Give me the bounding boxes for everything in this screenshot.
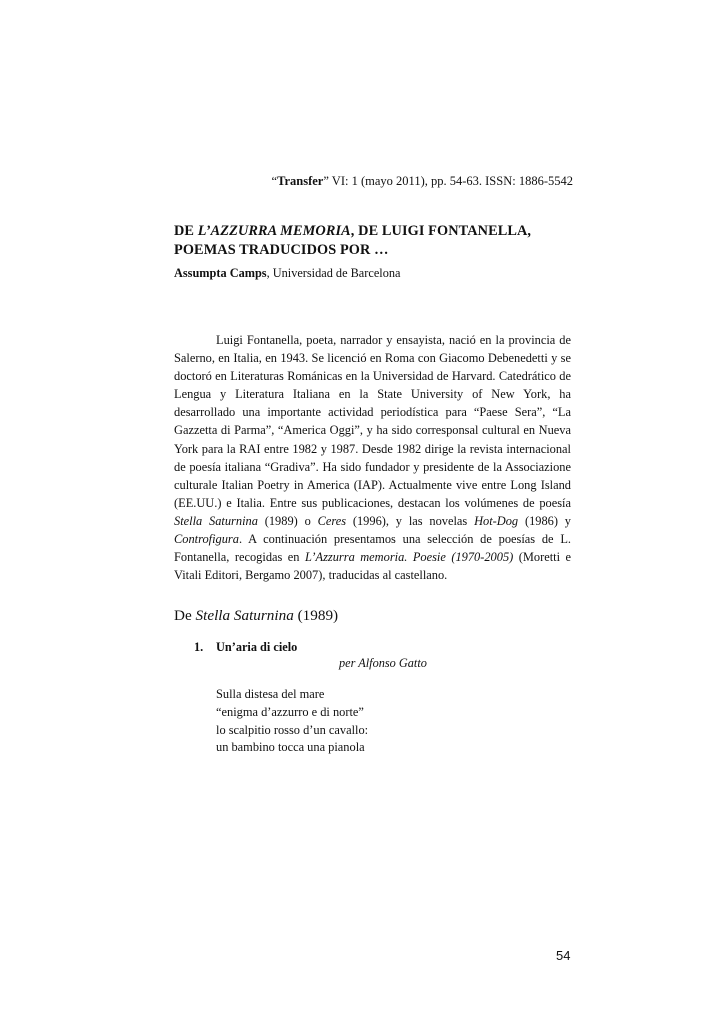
page-number: 54	[556, 948, 571, 963]
article-title: DE L’AZZURRA MEMORIA, DE LUIGI FONTANELLA, POEMAS TRADUCIDOS POR …	[174, 223, 532, 258]
verse-line: lo scalpitio rosso d’un cavallo:	[216, 722, 369, 737]
verse-line: “enigma d’azzurro e di norte”	[216, 704, 364, 719]
journal-citation: “Transfer” VI: 1 (mayo 2011), pp. 54-63. ISSN: 1886-5542	[271, 174, 573, 188]
journal-name: Transfer	[277, 174, 324, 188]
intro-paragraph: Luigi Fontanella, poeta, narrador y ensayista, nació en la provincia de Salerno, en Italia, en 1943. Se licenció en Roma con Giacomo Debenedetti y se doctoró en Literaturas Románicas en la Universidad de Harvard. Catedrático de Lengua y Literatura Italiana en la State University of New York, ha desarrollado una importante actividad periodística para “Paese Sera”, “La Gazzetta di Parma”, “America Oggi”, y ha sido corresponsal cultural en Nueva York para la RAI entre 1982 y 1987. Desde 1982 dirige la revista internacional de poesía italiana “Gradiva”. Ha sido fundador y presidente de la Associazione culturale Italian Poetry in America (IAP). Actualmente vive entre Long Island (EE.UU.) e Italia. Entre sus publicaciones, destacan los volúmenes de poesía Stella Saturnina (1989) o Ceres (1996), y las novelas Hot-Dog (1986) y Controfigura. A continuación presentamos una selección de poesías de L. Fontanella, recogidas en L’Azzurra memoria. Poesie (1970-2005) (Moretti e Vitali Editori, Bergamo 2007), traducidas al castellano.	[174, 333, 571, 583]
poem-title: 1. Un’aria di cielo	[194, 640, 298, 654]
poem-number: 1.	[194, 640, 204, 654]
verse-line: Sulla distesa del mare	[216, 687, 325, 701]
poem-dedication: per Alfonso Gatto	[339, 656, 427, 670]
verse-line: un bambino tocca una pianola	[216, 740, 365, 755]
section-heading: De Stella Saturnina (1989)	[174, 607, 339, 624]
author-affiliation: , Universidad de Barcelona	[266, 266, 401, 280]
author-name: Assumpta Camps	[174, 266, 267, 280]
author-line	[174, 266, 400, 281]
poem-verses	[216, 686, 368, 757]
